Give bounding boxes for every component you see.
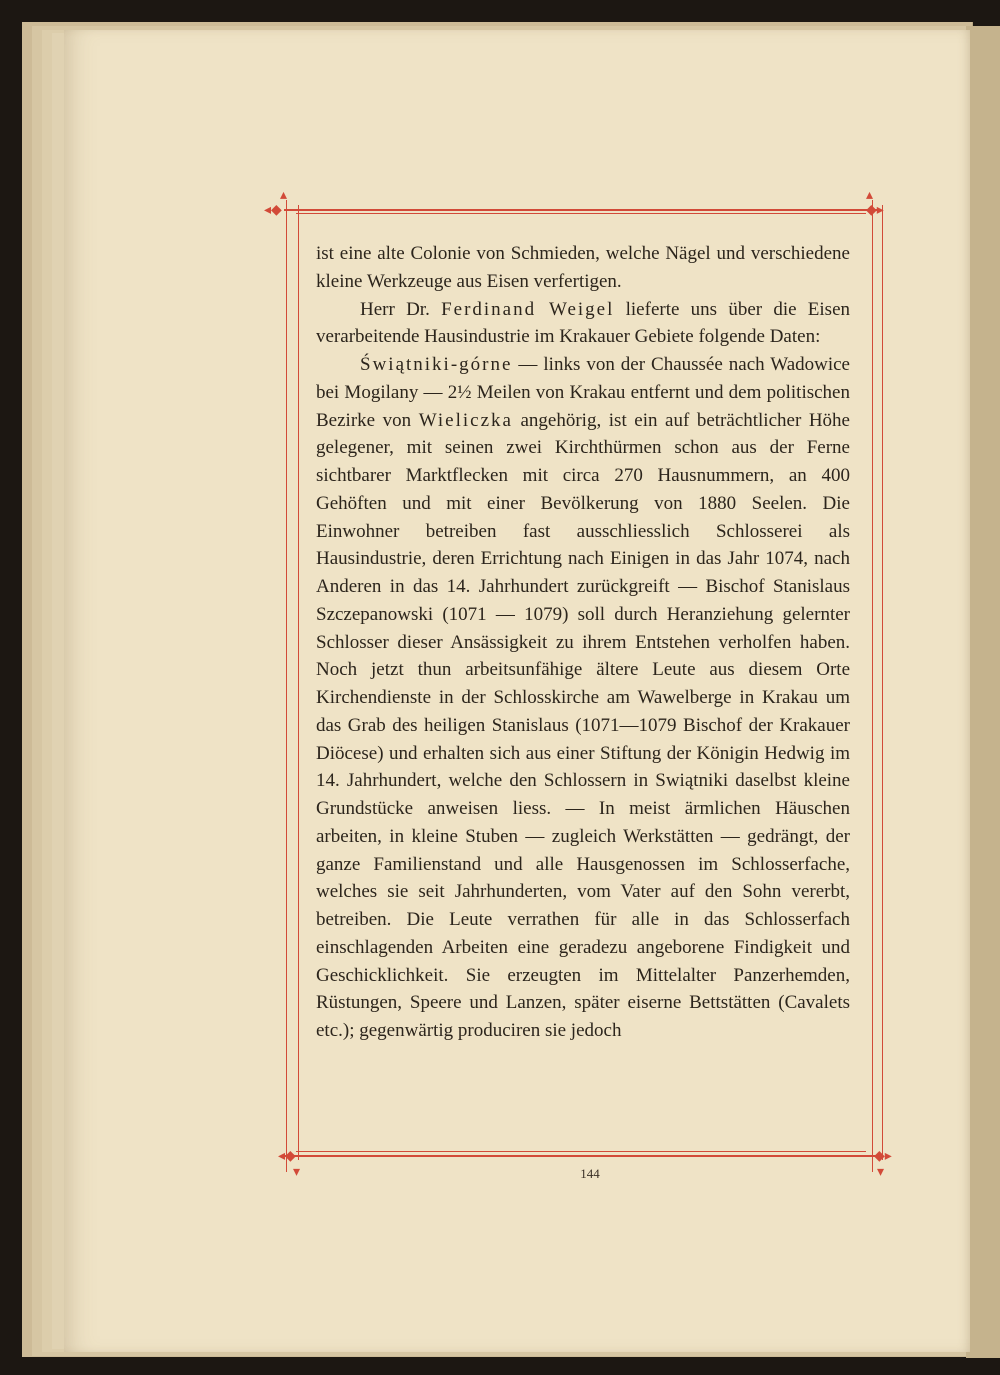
paragraph: [316, 240, 850, 296]
frame-corner-spike-icon: ▴: [866, 187, 874, 203]
spaced-name-text: Ferdinand Weigel: [441, 298, 615, 320]
page-number: 144: [580, 1166, 600, 1181]
frame-corner-ornament-icon: ◂◆: [264, 202, 282, 218]
frame-top-rule: [284, 209, 878, 211]
frame-corner-spike-icon: ▾: [293, 1164, 301, 1180]
paragraph-text: ist eine alte Colonie von Schmieden, welche Nägel und verschiedene kleine Werkzeuge aus Eisen verfertigen.: [316, 243, 850, 292]
frame-corner-ornament-icon: ◂◆: [278, 1148, 296, 1164]
spaced-name-text: Świątniki-górne: [360, 354, 513, 375]
paragraph: [316, 351, 850, 1045]
paragraph-text: lieferte uns über die Eisen verarbeitende Hausindustrie im Krakauer Gebiete folgende Daten:: [316, 298, 851, 348]
book-spine-edge: [966, 26, 1000, 1358]
paragraph-text: Herr Dr.: [360, 298, 442, 320]
spaced-name-text: Wieliczka: [418, 409, 513, 431]
frame-corner-spike-icon: ▾: [877, 1164, 885, 1180]
frame-bottom-rule: [284, 1155, 878, 1157]
frame-right-inner-rule: [882, 205, 883, 1160]
paragraph-text: angehörig, ist ein auf beträchtlicher Höhe gelegener, mit seinen zwei Kirchthürmen schon aus der Ferne sichtbarer Marktflecken mit circa 270 Hausnummern, an 400 Gehöften und mit einer Bevölkerung von 1880 Seelen. Die Einwohner betreiben fast ausschliesslich Schlosserei als Hausindustrie, deren Errichtung nach Einigen in das Jahr 1074, nach Anderen in das 14. Jahrhundert zurückgreift — Bischof Stanislaus Szczepanowski (1071 — 1079) soll durch Heranziehung gelernter Schlosser dieser Ansässigkeit zu ihrem Entstehen verholfen haben. Noch jetzt thun arbeitsunfähige ältere Leute aus diesem Orte Kirchendienste in der Schlosskirche am Wawelberge in Krakau um das Grab des heiligen Stanislaus (1071—1079 Bischof der Krakauer Diöcese) und erhalten sich aus einer Stiftung der Königin Hedwig im 14. Jahrhundert, welche den Schlossern in Swiątniki daselbst kleine Grundstücke anweisen liess. — In meist ärmlichen Häuschen arbeiten, in kleine Stuben — zugleich Werkstätten — gedrängt, der ganze Familienstand und alle Hausgenossen im Schlosserfache, welches sie seit Jahrhunderten, vom Vater auf den Sohn vererbt, betreiben. Die Leute verrathen für alle in das Schlosserfach einschlagenden Arbeiten eine geradezu angeborene Findigkeit und Geschicklichkeit. Sie erzeugten im Mittelalter Panzerhemden, Rüstungen, Speere und Lanzen, später eiserne Bettstätten (Cavalets etc.); gegenwärtig produciren sie jedoch: [316, 409, 850, 1041]
frame-corner-ornament-icon: ◆▸: [866, 202, 884, 218]
frame-left-inner-rule: [298, 205, 299, 1160]
frame-corner-spike-icon: ▴: [280, 187, 288, 203]
frame-left-rule: [286, 200, 287, 1172]
paragraph: [316, 296, 850, 352]
frame-right-rule: [872, 200, 873, 1172]
paragraph-text: — links von der Chaussée nach Wadowice bei Mogilany — 2½ Meilen von Krakau entfernt und dem politischen Bezirke von: [316, 354, 850, 431]
frame-corner-ornament-icon: ◆▸: [874, 1148, 892, 1164]
body-text: [316, 240, 850, 1045]
